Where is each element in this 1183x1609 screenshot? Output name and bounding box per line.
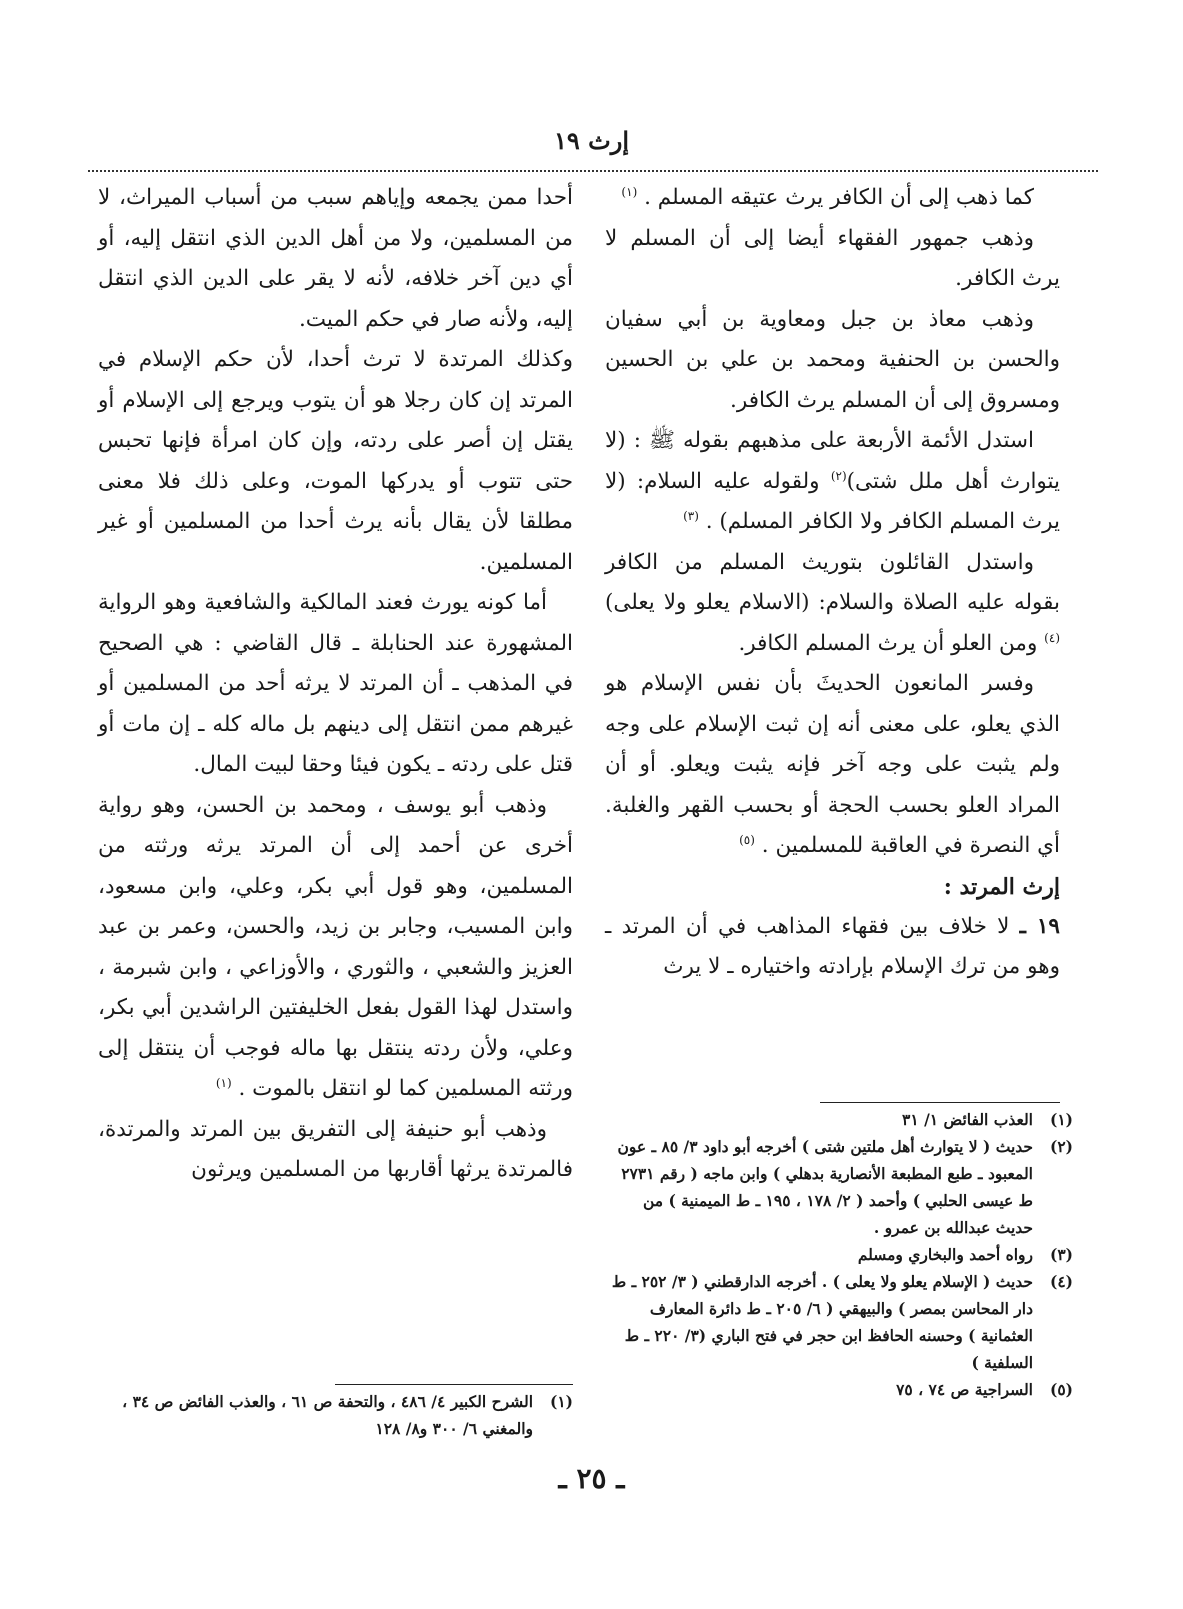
- paragraph: [605, 178, 1060, 219]
- footnote-ref: (٥): [739, 832, 755, 847]
- footnote: [605, 1241, 1073, 1268]
- footnote-ref: (٣): [683, 508, 699, 523]
- footnote: [605, 1268, 1073, 1376]
- running-header: إرث ١٩: [554, 126, 629, 155]
- footnote: [605, 1376, 1073, 1403]
- paragraph: [605, 543, 1060, 665]
- paragraph-text: لا خلاف بين فقهاء المذاهب في أن المرتد ـ وهو من ترك الإسلام بإرادته واختياره ـ لا يرث: [605, 913, 1060, 979]
- paragraph: وذهب جمهور الفقهاء أيضا إلى أن المسلم لا يرث الكافر.: [605, 225, 1060, 291]
- paragraph: أما كونه يورث فعند المالكية والشافعية وهو الرواية المشهورة عند الحنابلة ـ قال القاضي : هي الصحيح في المذهب ـ أن المرتد لا يرثه أحد من المسلمين أو غيرهم ممن انتقل إلى دينهم بل ماله كله ـ إن مات أو قتل على ردته ـ يكون فيئا وحقا لبيت المال.: [98, 590, 573, 777]
- paragraph: وذهب أبو حنيفة إلى التفريق بين المرتد والمرتدة، فالمرتدة يرثها أقاربها من المسلمين ويرثون: [98, 1116, 573, 1182]
- paragraph-text: وفسر المانعون الحديثَ بأن نفس الإسلام هو الذي يعلو، على معنى أنه إن ثبت الإسلام على وجه ولم يثبت على وجه آخر فإنه يثبت ويعلو. أو أن المراد العلو بحسب الحجة أو بحسب القهر والغلبة. أي النصرة في العاقبة للمسلمين .: [605, 671, 1060, 858]
- paragraph-text: استدل الأئمة الأربعة على مذهبهم بقوله ﷺ : (لا يتوارث أهل ملل شتى): [605, 428, 1061, 494]
- paragraph-text: ولقوله عليه السلام: (لا يرث المسلم الكافر ولا الكافر المسلم) .: [605, 468, 1060, 534]
- footnotes-left: [98, 1388, 573, 1442]
- footnote-number: (٥): [1049, 1380, 1073, 1399]
- footnote: [98, 1388, 573, 1442]
- footnote-text: الشرح الكبير ٤/ ٤٨٦ ، والتحفة ص ٦١ ، والعذب الفائض ص ٣٤ ، والمغني ٦/ ٣٠٠ و٨/ ١٢٨: [122, 1392, 533, 1438]
- paragraph-text: ومن العلو أن يرث المسلم الكافر.: [738, 630, 1045, 656]
- footnotes-right: [605, 1106, 1073, 1403]
- footnote: [605, 1106, 1073, 1133]
- header-divider: [88, 170, 1098, 172]
- footnote-ref: (٢): [830, 468, 847, 483]
- paragraph: وكذلك المرتدة لا ترث أحدا، لأن حكم الإسلام في المرتد إن كان رجلا هو أن يتوب ويرجع إلى الإسلام أو يقتل إن أصر على ردته، وإن كان امرأة فإنها تحبس حتى تتوب أو يدركها الموت، وعلى ذلك فلا معنى مطلقا لأن يقال بأنه يرث أحدا من المسلمين أو غير المسلمين.: [98, 347, 573, 575]
- right-column: [605, 178, 1060, 988]
- footnote-number: (٣): [1049, 1245, 1073, 1264]
- footnote-divider: [820, 1102, 1060, 1103]
- footnote-text: العذب الفائض ١/ ٣١: [902, 1110, 1033, 1129]
- footnote-ref: (٤): [1044, 630, 1060, 645]
- footnote-number: (٤): [1049, 1272, 1073, 1291]
- footnote-text: حديث ( لا يتوارث أهل ملتين شتى ) أخرجه أبو داود ٣/ ٨٥ ـ عون المعبود ـ طبع المطبعة الأنصارية بدهلي ) وابن ماجه ( رقم ٢٧٣١ ط عيسى الحلبي ) وأحمد ( ٢/ ١٧٨ ، ١٩٥ ـ ط الميمنية ) من حديث عبدالله بن عمرو .: [617, 1137, 1033, 1237]
- footnote-number: (١): [1049, 1110, 1073, 1129]
- footnote-number: (٢): [1049, 1137, 1073, 1156]
- page-number: ـ ٢٥ ـ: [558, 1462, 625, 1495]
- paragraph: [605, 421, 1060, 543]
- footnote-divider: [335, 1384, 573, 1385]
- footnote-text: حديث ( الإسلام يعلو ولا يعلى ) . أخرجه الدارقطني ( ٣/ ٢٥٢ ـ ط دار المحاسن بمصر ) والبيهقي ( ٦/ ٢٠٥ ـ ط دائرة المعارف العثمانية ) وحسنه الحافظ ابن حجر في فتح الباري (٣/ ٢٢٠ ـ ط السلفية ): [611, 1272, 1033, 1372]
- paragraph-text: وذهب أبو يوسف ، ومحمد بن الحسن، وهو رواية أخرى عن أحمد إلى أن المرتد يرثه ورثته من المسلمين، وهو قول أبي بكر، وعلي، وابن مسعود، وابن المسيب، وجابر بن زيد، والحسن، وعمر بن عبد العزيز والشعبي ، والثوري ، والأوزاعي ، وابن شبرمة ، واستدل لهذا القول بفعل الخليفتين الراشدين أبي بكر، وعلي، ولأن ردته ينتقل بها ماله فوجب أن ينتقل إلى ورثته المسلمين كما لو انتقل بالموت .: [98, 792, 573, 1101]
- paragraph: وذهب معاذ بن جبل ومعاوية بن أبي سفيان والحسن بن الحنفية ومحمد بن علي بن الحسين ومسروق إلى أن المسلم يرث الكافر.: [605, 306, 1060, 413]
- paragraph-text: كما ذهب إلى أن الكافر يرث عتيقه المسلم .: [644, 185, 1034, 210]
- paragraph: [98, 786, 573, 1110]
- paragraph: [605, 907, 1060, 988]
- footnote-text: السراجية ص ٧٤ ، ٧٥: [896, 1380, 1033, 1399]
- footnote-ref: (١): [215, 1075, 232, 1090]
- footnote: [605, 1133, 1073, 1241]
- left-column: [98, 178, 573, 1191]
- paragraph-text: واستدل القائلون بتوريث المسلم من الكافر بقوله عليه الصلاة والسلام: (الاسلام يعلو ولا يعلى): [605, 549, 1060, 615]
- footnote-ref: (١): [621, 184, 638, 199]
- paragraph: [605, 664, 1060, 867]
- section-number: ١٩ ـ: [1019, 913, 1060, 939]
- section-heading: إرث المرتد :: [943, 873, 1060, 900]
- footnote-text: رواه أحمد والبخاري ومسلم: [857, 1245, 1033, 1264]
- paragraph: أحدا ممن يجمعه وإياهم سبب من أسباب الميراث، لا من المسلمين، ولا من أهل الدين الذي انتقل إليه، أو أي دين آخر خلافه، لأنه لا يقر على الدين الذي انتقل إليه، ولأنه صار في حكم الميت.: [98, 185, 573, 332]
- footnote-number: (١): [549, 1392, 573, 1411]
